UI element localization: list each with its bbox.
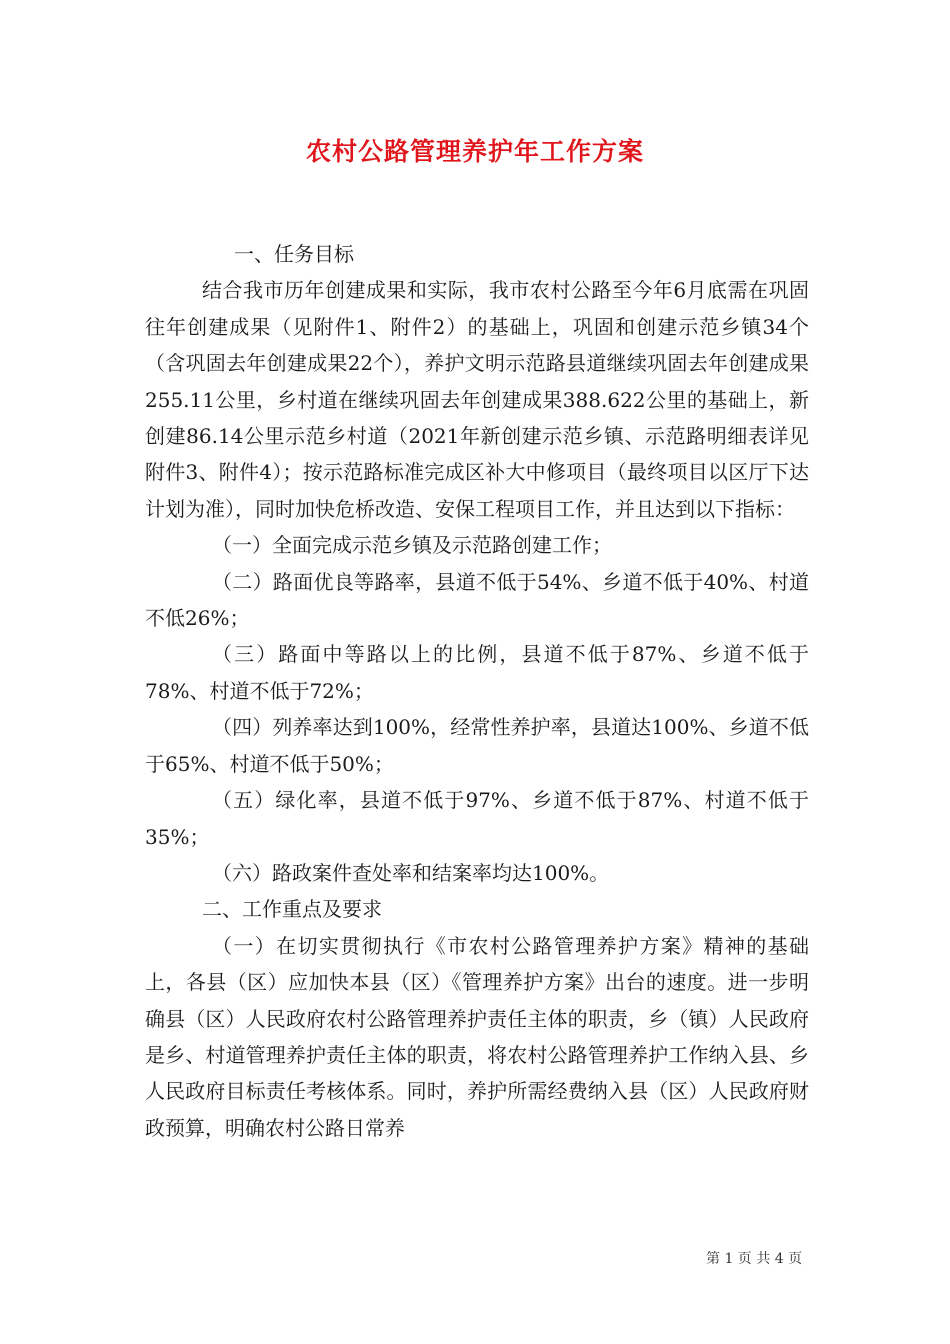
requirement-item-1: （一）在切实贯彻执行《市农村公路管理养护方案》精神的基础上，各县（区）应加快本县（区）《管理养护方案》出台的速度。进一步明确县（区）人民政府农村公路管理养护责任主体的职责，乡（镇）人民政府是乡、村道管理养护责任主体的职责，将农村公路管理养护工作纳入县、乡人民政府目标责任考核体系。同时，养护所需经费纳入县（区）人民政府财政预算，明确农村公路日常养 (145, 933, 809, 1140)
goal-item-5: （五）绿化率，县道不低于97%、乡道不低于87%、村道不低于35%； (145, 788, 809, 849)
document-body (145, 236, 809, 1146)
goal-item-2: （二）路面优良等路率，县道不低于54%、乡道不低于40%、村道不低26%； (145, 569, 809, 631)
document-title: 农村公路管理养护年工作方案 (305, 137, 644, 166)
goal-item-6: （六）路政案件查处率和结案率均达100%。 (212, 860, 610, 885)
goal-item-4: （四）列养率达到100%，经常性养护率，县道达100%、乡道不低于65%、村道不低于50%； (145, 715, 809, 776)
section-heading-2: 二、工作重点及要求 (202, 897, 382, 922)
goal-item-1: （一）全面完成示范乡镇及示范路创建工作； (212, 533, 612, 558)
goal-item-3: （三）路面中等路以上的比例，县道不低于87%、乡道不低于78%、村道不低于72%； (145, 642, 809, 703)
section-heading-1: 一、任务目标 (234, 242, 354, 266)
paragraph-task-goal: 结合我市历年创建成果和实际，我市农村公路至今年6月底需在巩固往年创建成果（见附件1、附件2）的基础上，巩固和创建示范乡镇34个（含巩固去年创建成果22个），养护文明示范路县道继续巩固去年创建成果255.11公里，乡村道在继续巩固去年创建成果388.622公里的基础上，新创建86.14公里示范乡村道（2021年新创建示范乡镇、示范路明细表详见附件3、附件4）；按示范路标准完成区补大中修项目（最终项目以区厅下达计划为准），同时加快危桥改造、安保工程项目工作，并且达到以下指标： (145, 278, 809, 521)
page-number: 第 1 页 共 4 页 (706, 1251, 803, 1267)
